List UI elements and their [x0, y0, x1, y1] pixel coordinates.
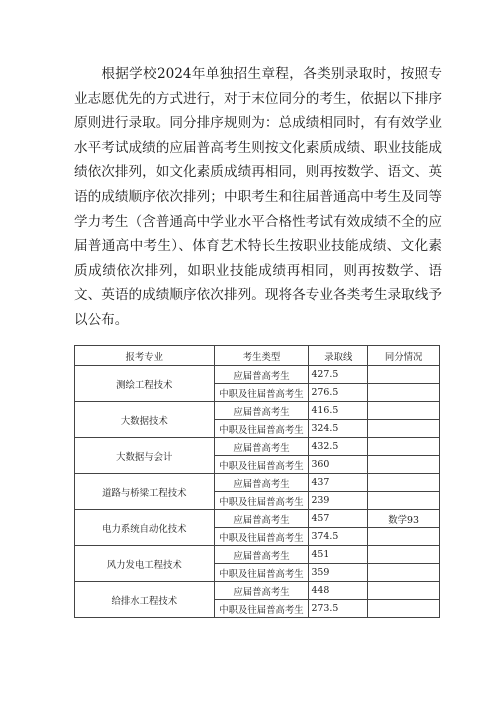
cutoff-score: 324.5 — [309, 420, 368, 438]
major-name: 风力发电工程技术 — [75, 546, 215, 582]
tie-info — [368, 420, 440, 438]
cutoff-score: 360 — [309, 456, 368, 474]
cutoff-score: 416.5 — [309, 402, 368, 420]
candidate-type: 中职及往届普高考生 — [214, 492, 309, 510]
candidate-type: 应届普高考生 — [214, 438, 309, 456]
cutoff-score: 374.5 — [309, 528, 368, 546]
tie-info — [368, 438, 440, 456]
cutoff-score: 273.5 — [309, 600, 368, 618]
tie-info — [368, 600, 440, 618]
admission-score-table — [74, 345, 440, 618]
candidate-type: 应届普高考生 — [214, 474, 309, 492]
cutoff-score: 448 — [309, 582, 368, 600]
table-row — [75, 402, 440, 420]
tie-info — [368, 492, 440, 510]
cutoff-score: 427.5 — [309, 366, 368, 384]
tie-info — [368, 582, 440, 600]
table-row — [75, 510, 440, 528]
major-name: 大数据与会计 — [75, 438, 215, 474]
header-cutoff-score: 录取线 — [309, 346, 368, 366]
table-header-row — [75, 346, 440, 366]
candidate-type: 应届普高考生 — [214, 510, 309, 528]
major-name: 道路与桥梁工程技术 — [75, 474, 215, 510]
major-name: 电力系统自动化技术 — [75, 510, 215, 546]
table-row — [75, 546, 440, 564]
cutoff-score: 437 — [309, 474, 368, 492]
header-tie-info: 同分情况 — [368, 346, 440, 366]
candidate-type: 中职及往届普高考生 — [214, 600, 309, 618]
tie-info: 数学93 — [368, 510, 440, 528]
header-major: 报考专业 — [75, 346, 215, 366]
tie-info — [368, 456, 440, 474]
major-name: 给排水工程技术 — [75, 582, 215, 618]
tie-info — [368, 474, 440, 492]
cutoff-score: 239 — [309, 492, 368, 510]
tie-info — [368, 564, 440, 582]
candidate-type: 中职及往届普高考生 — [214, 456, 309, 474]
cutoff-score: 359 — [309, 564, 368, 582]
tie-info — [368, 546, 440, 564]
table-row — [75, 438, 440, 456]
header-candidate-type: 考生类型 — [214, 346, 309, 366]
candidate-type: 中职及往届普高考生 — [214, 384, 309, 402]
candidate-type: 中职及往届普高考生 — [214, 420, 309, 438]
candidate-type: 应届普高考生 — [214, 402, 309, 420]
table-row — [75, 582, 440, 600]
candidate-type: 应届普高考生 — [214, 582, 309, 600]
tie-info — [368, 366, 440, 384]
tie-info — [368, 402, 440, 420]
table-row — [75, 474, 440, 492]
major-name: 测绘工程技术 — [75, 366, 215, 402]
cutoff-score: 432.5 — [309, 438, 368, 456]
candidate-type: 应届普高考生 — [214, 546, 309, 564]
intro-paragraph — [74, 62, 442, 333]
major-name: 大数据技术 — [75, 402, 215, 438]
cutoff-score: 451 — [309, 546, 368, 564]
tie-info — [368, 528, 440, 546]
candidate-type: 应届普高考生 — [214, 366, 309, 384]
candidate-type: 中职及往届普高考生 — [214, 564, 309, 582]
intro-paragraph-text: 根据学校2024年单独招生章程，各类别录取时，按照专业志愿优先的方式进行，对于末位同分的考生，依据以下排序原则进行录取。同分排序规则为：总成绩相同时，有有效学业水平考试成绩的应届普高考生则按文化素质成绩、职业技能成绩依次排列，如文化素质成绩再相同，则再按数学、语文、英语的成绩顺序依次排列；中职考生和往届普通高中考生及同等学力考生（含普通高中学业水平合格性考试有效成绩不全的应届普通高中考生）、体育艺术特长生按职业技能成绩、文化素质成绩依次排列，如职业技能成绩再相同，则再按数学、语文、英语的成绩顺序依次排列。现将各专业各类考生录取线予以公布。 — [74, 66, 442, 328]
cutoff-score: 276.5 — [309, 384, 368, 402]
candidate-type: 中职及往届普高考生 — [214, 528, 309, 546]
tie-info — [368, 384, 440, 402]
table-row — [75, 366, 440, 384]
cutoff-score: 457 — [309, 510, 368, 528]
